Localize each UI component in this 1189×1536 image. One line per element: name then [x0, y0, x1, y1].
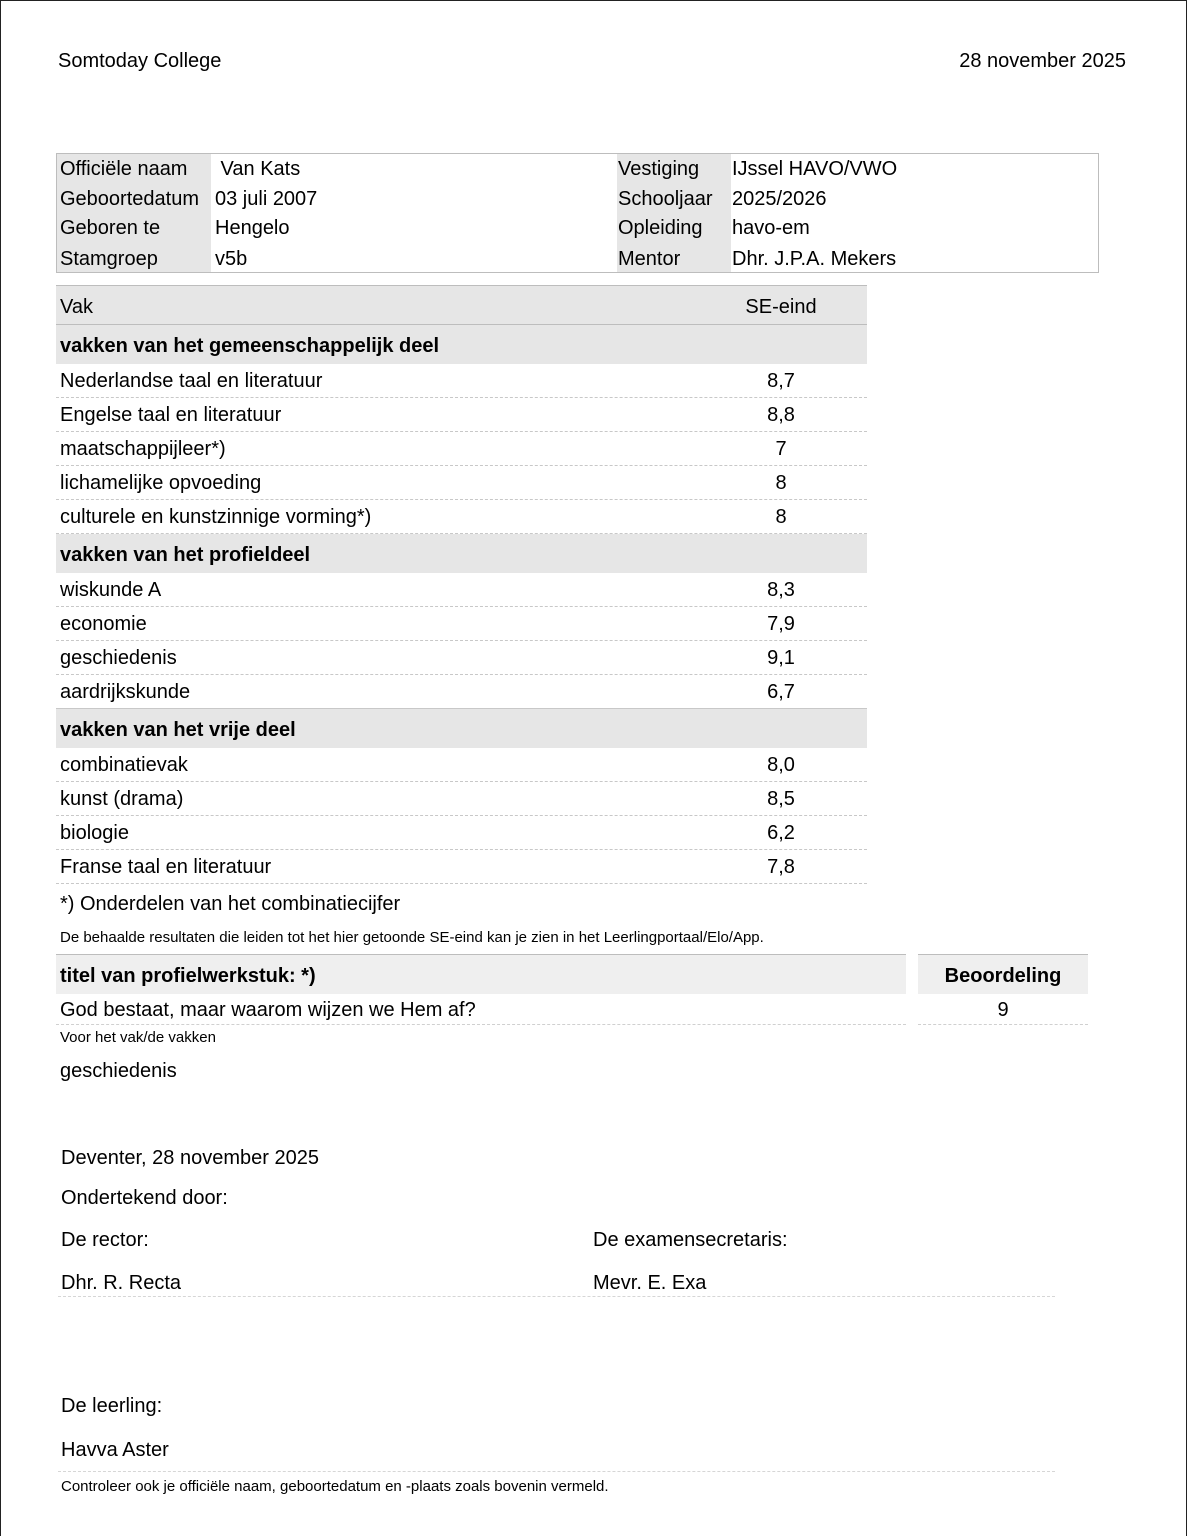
- grades-table: [56, 285, 867, 884]
- table-row: [56, 641, 867, 675]
- subject-grade: 8,5: [767, 788, 795, 810]
- check-details-note: Controleer ook je officiële naam, geboortedatum en -plaats zoals bovenin vermeld.: [61, 1478, 609, 1495]
- subject-grade: 8,0: [767, 754, 795, 776]
- info-label-birthplace: Geboren te: [60, 217, 161, 239]
- subject-grade: 7,8: [767, 856, 795, 878]
- student-signature-divider: [58, 1471, 1055, 1472]
- rector-name: Dhr. R. Recta: [61, 1272, 182, 1294]
- table-row: [56, 500, 867, 534]
- subject-grade: 8: [775, 472, 787, 494]
- table-row: [56, 850, 867, 884]
- signature-place-date: Deventer, 28 november 2025: [61, 1147, 319, 1169]
- subject-name: economie: [60, 613, 147, 635]
- info-label-official-name: Officiële naam: [60, 158, 188, 180]
- subject-name: kunst (drama): [60, 788, 184, 810]
- table-row: [56, 398, 867, 432]
- combination-grade-footnote: *) Onderdelen van het combinatiecijfer: [60, 893, 401, 915]
- table-row: [56, 748, 867, 782]
- subject-name: Franse taal en literatuur: [60, 856, 272, 878]
- signature-divider: [58, 1296, 1055, 1297]
- subject-name: aardrijkskunde: [60, 681, 191, 703]
- section-title: vakken van het profieldeel: [60, 544, 311, 566]
- pws-title-header: [56, 954, 906, 994]
- info-label-school-year: Schooljaar: [618, 188, 713, 210]
- subject-grade: 8: [775, 506, 787, 528]
- table-row: [56, 816, 867, 850]
- pws-title-header-label: titel van profielwerkstuk: *): [60, 965, 316, 987]
- subject-name: wiskunde A: [60, 579, 162, 601]
- info-value-program: havo-em: [732, 217, 810, 239]
- subject-grade: 8,8: [767, 404, 795, 426]
- school-name: Somtoday College: [58, 50, 222, 72]
- section-header-profile: [56, 534, 867, 573]
- subject-name: lichamelijke opvoeding: [60, 472, 262, 494]
- info-value-group: v5b: [215, 248, 248, 270]
- info-value-official-name: Van Kats: [215, 158, 301, 180]
- section-title: vakken van het gemeenschappelijk deel: [60, 335, 440, 357]
- table-row: [56, 607, 867, 641]
- exam-secretary-name: Mevr. E. Exa: [593, 1272, 707, 1294]
- subject-name: geschiedenis: [60, 647, 177, 669]
- pws-title-row: [56, 994, 906, 1025]
- student-label: De leerling:: [61, 1395, 163, 1417]
- info-value-mentor: Dhr. J.P.A. Mekers: [732, 248, 897, 270]
- info-value-birthplace: Hengelo: [215, 217, 290, 239]
- grades-table-header: [56, 285, 867, 325]
- info-value-school-year: 2025/2026: [732, 188, 827, 210]
- section-header-free: [56, 709, 867, 748]
- pws-title: God bestaat, maar waarom wijzen we Hem af?: [60, 999, 476, 1021]
- subject-grade: 6,2: [767, 822, 795, 844]
- info-value-birthdate: 03 juli 2007: [215, 188, 318, 210]
- info-label-birthdate: Geboortedatum: [60, 188, 199, 210]
- subject-name: Engelse taal en literatuur: [60, 404, 282, 426]
- subject-grade: 7,9: [767, 613, 795, 635]
- results-info-note: De behaalde resultaten die leiden tot het hier getoonde SE-eind kan je zien in het Leerlingportaal/Elo/App.: [60, 929, 764, 946]
- pws-grade-header: [918, 954, 1088, 994]
- signed-by-label: Ondertekend door:: [61, 1187, 228, 1209]
- pws-grade-header-label: Beoordeling: [944, 965, 1062, 987]
- pws-grade-cell: [918, 994, 1088, 1025]
- subject-grade: 8,3: [767, 579, 795, 601]
- subject-grade: 7: [775, 438, 787, 460]
- table-row: [56, 675, 867, 709]
- document-date: 28 november 2025: [959, 50, 1126, 72]
- pws-subjects: geschiedenis: [60, 1060, 177, 1082]
- subject-name: Nederlandse taal en literatuur: [60, 370, 323, 392]
- table-row: [56, 364, 867, 398]
- pws-grade: 9: [997, 999, 1009, 1021]
- info-label-mentor: Mentor: [618, 248, 681, 270]
- subject-name: combinatievak: [60, 754, 188, 776]
- column-header-grade: SE-eind: [745, 296, 817, 318]
- table-row: [56, 573, 867, 607]
- info-label-location: Vestiging: [618, 158, 700, 180]
- subject-grade: 9,1: [767, 647, 795, 669]
- table-row: [56, 466, 867, 500]
- column-header-subject: Vak: [60, 296, 93, 318]
- subject-grade: 6,7: [767, 681, 795, 703]
- table-row: [56, 432, 867, 466]
- section-title: vakken van het vrije deel: [60, 719, 296, 741]
- subject-grade: 8,7: [767, 370, 795, 392]
- exam-secretary-label: De examensecretaris:: [593, 1229, 788, 1251]
- subject-name: maatschappijleer*): [60, 438, 226, 460]
- rector-label: De rector:: [61, 1229, 149, 1251]
- info-label-program: Opleiding: [618, 217, 703, 239]
- info-value-location: IJssel HAVO/VWO: [732, 158, 898, 180]
- subject-name: culturele en kunstzinnige vorming*): [60, 506, 372, 528]
- student-info-box: [56, 153, 1099, 273]
- info-label-group: Stamgroep: [60, 248, 158, 270]
- pws-for-subjects-label: Voor het vak/de vakken: [60, 1029, 216, 1046]
- section-header-common: [56, 325, 867, 364]
- table-row: [56, 782, 867, 816]
- subject-name: biologie: [60, 822, 129, 844]
- student-name: Havva Aster: [61, 1439, 169, 1461]
